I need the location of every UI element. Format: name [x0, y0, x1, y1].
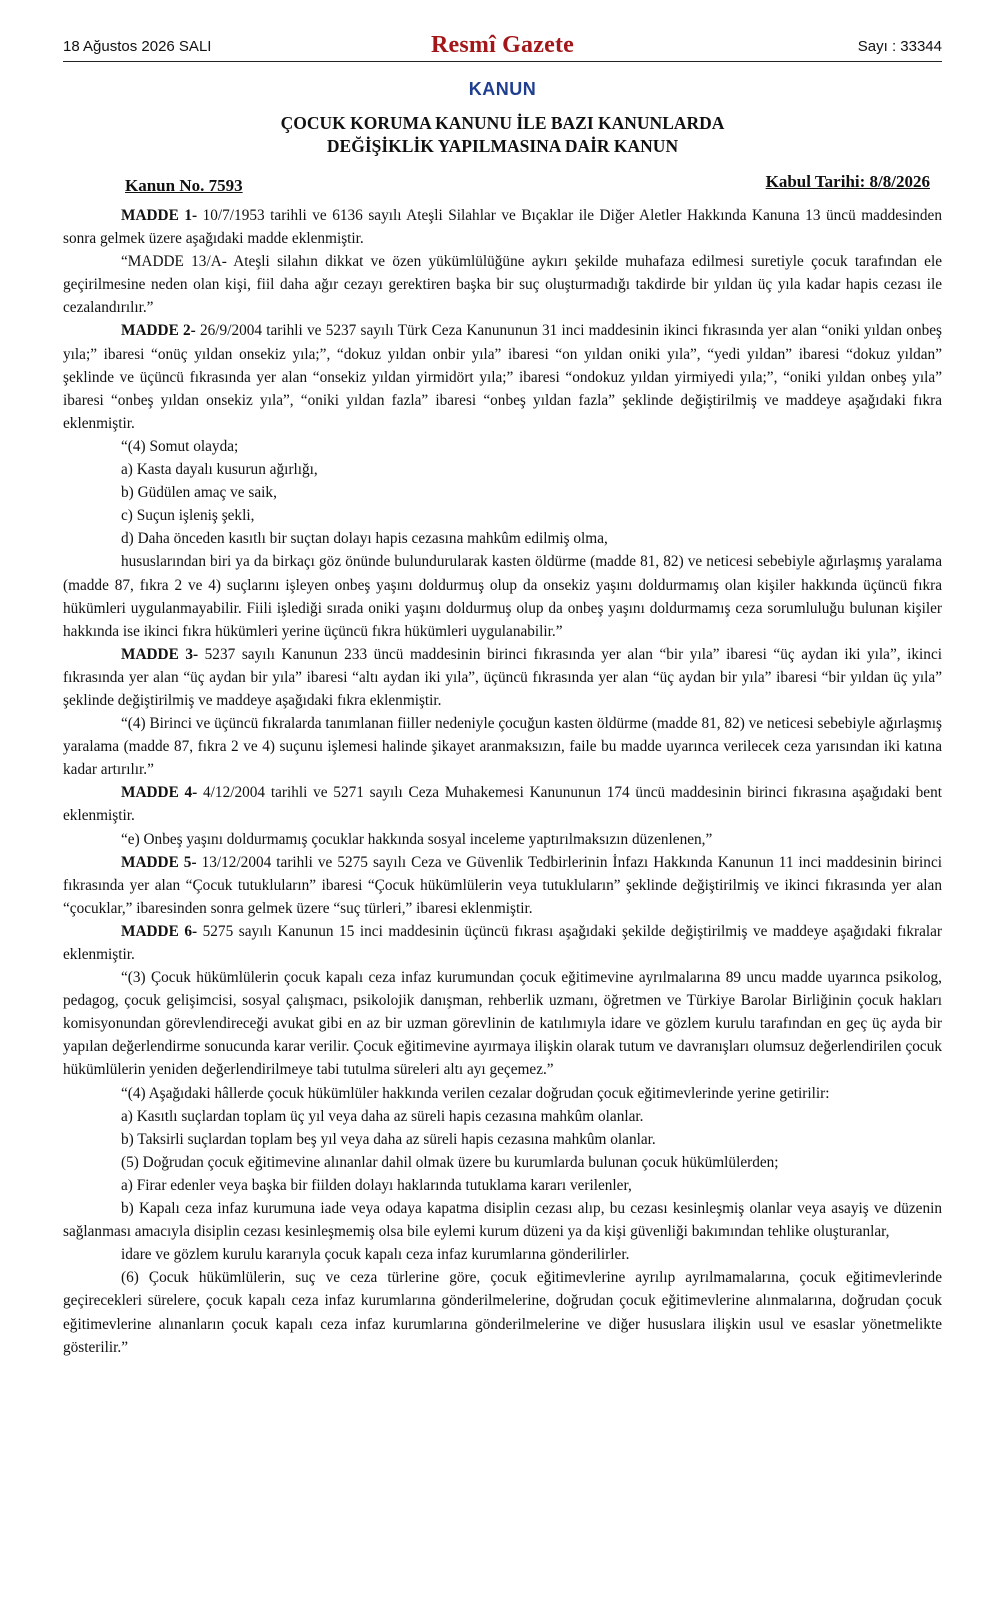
article-label: MADDE 4- [121, 784, 198, 802]
gazette-title: Resmî Gazete [430, 32, 574, 58]
article-text: 4/12/2004 tarihli ve 5271 sayılı Ceza Muhakemesi Kanununun 174 üncü maddesinin birinci fıkrasına aşağıdaki bent eklenmiştir. [63, 784, 942, 825]
article-6 [63, 920, 942, 966]
article-2-para-4-intro: “(4) Somut olayda; [121, 437, 239, 455]
list-item: b) Kapalı ceza infaz kurumuna iade veya odaya kapatma disiplin cezası alıp, bu cezası kesinleşmiş olanlar veya asayiş ve düzenin sağlanması amacıyla disiplin cezası kesinleşmemiş olsa bile eylemi kurum düzeni ya da kişi güvenliği bakımından tehlike oluşturanlar, [63, 1200, 942, 1241]
law-title [63, 112, 942, 158]
masthead [63, 0, 942, 62]
article-label: MADDE 1- [121, 207, 198, 224]
list-item: a) Kasıtlı suçlardan toplam üç yıl veya daha az süreli hapis cezasına mahkûm olanlar. [121, 1107, 644, 1125]
article-text: 10/7/1953 tarihli ve 6136 sayılı Ateşli Silahlar ve Bıçaklar ile Diğer Aletler Hakkında Kanuna 13 üncü maddesinden sonra gelmek üzere aşağıdaki madde eklenmiştir. [63, 207, 942, 248]
article-6-para-5-rest: idare ve gözlem kurulu kararıyla çocuk kapalı ceza infaz kurumlarına gönderilirler. [121, 1246, 630, 1264]
article-text: 5237 sayılı Kanunun 233 üncü maddesinin birinci fıkrasında yer alan “bir yıla” ibaresi “üç aydan iki yıla”, ikinci fıkrasında yer alan “üç aydan bir yıla” ibaresi “altı aydan iki yıla”, üçüncü fıkrasında yer alan “üç aydan bir yıla” ibaresi “bir yıldan üç yıla” şeklinde değiştirilmiş ve maddeye aşağıdaki fıkra eklenmiştir. [63, 645, 942, 709]
article-label: MADDE 3- [121, 645, 199, 663]
article-2-para-4-rest: hususlarından biri ya da birkaçı göz önünde bulundurularak kasten öldürme (madde 81, 82) ve neticesi sebebiyle ağırlaşmış yaralama (madde 87, fıkra 2 ve 4) suçlarını işleyen onbeş yaşını doldurmuş olup da onsekiz yaşını doldurmamış olan kişiler hakkında üçüncü fıkra hükümleri uygulanmayabilir. Fiili işlediği sırada oniki yaşını doldurmuş olup da onbeş yaşını doldurmamış ceza sorumluluğu bulunan kişiler hakkında ise ikinci fıkra hükümleri yerine üçüncü fıkra hükümleri uygulanabilir.” [63, 553, 942, 640]
article-text: 26/9/2004 tarihli ve 5237 sayılı Türk Ceza Kanununun 31 inci maddesinin ikinci fıkrasında yer alan “oniki yıldan onbeş yıla;” ibaresi “onüç yıldan onsekiz yıla;”, “dokuz yıldan onbir yıla” ibaresi “on yıldan oniki yıla”, “yedi yıldan” ibaresi “dokuz yıldan” şeklinde ve üçüncü fıkrasında yer alan “onsekiz yıldan yirmidört yıla;” ibaresi “ondokuz yıldan yirmiyedi yıla;”, “oniki yıldan onbeş yıla” ibaresi “onbeş yıldan onsekiz yıla”, “oniki yıldan fazla” ibaresi “onbeş yıldan fazla” şeklinde değiştirilmiş ve maddeye aşağıdaki fıkra eklenmiştir. [63, 322, 942, 432]
issue-number: Sayı : 33344 [857, 38, 942, 55]
article-text: 5275 sayılı Kanunun 15 inci maddesinin üçüncü fıkrası aşağıdaki şekilde değiştirilmiş ve maddeye aşağıdaki fıkralar eklenmiştir. [63, 922, 942, 963]
issue-date: 18 Ağustos 2026 SALI [63, 38, 212, 55]
law-title-line-1: ÇOCUK KORUMA KANUNU İLE BAZI KANUNLARDA [280, 113, 725, 133]
article-1-quote: “MADDE 13/A- Ateşli silahın dikkat ve özen yükümlülüğüne aykırı şekilde muhafaza edilmesi suretiyle çocuk tarafından ele geçirilmesine neden olan kişi, fiil daha ağır cezayı gerektiren başka bir suç oluşturmadığı takdirde bir yıldan üç yıla kadar hapis cezası ile cezalandırılır.” [63, 253, 942, 317]
article-4-quote: “e) Onbeş yaşını doldurmamış çocuklar hakkında sosyal inceleme yaptırılmaksızın düzenlenen,” [121, 830, 713, 848]
law-meta [63, 172, 942, 200]
acceptance-date: Kabul Tarihi: 8/8/2026 [765, 172, 930, 191]
section-heading: KANUN [468, 79, 537, 99]
article-5 [63, 851, 942, 920]
list-item: d) Daha önceden kasıtlı bir suçtan dolayı hapis cezasına mahkûm edilmiş olma, [121, 530, 608, 548]
law-title-line-2: DEĞİŞİKLİK YAPILMASINA DAİR KANUN [326, 136, 679, 156]
article-3-quote: “(4) Birinci ve üçüncü fıkralarda tanımlanan fiiller nedeniyle çocuğun kasten öldürme (madde 81, 82) ve neticesi sebebiyle ağırlaşmış yaralama (madde 87, fıkra 2 ve 4) suçunu işlemesi halinde şikayet aranmaksızın, faile bu madde uyarınca verilecek ceza yarısından iki katına kadar artırılır.” [63, 715, 942, 779]
list-item: a) Firar edenler veya başka bir fiilden dolayı haklarında tutuklama kararı verilenler, [121, 1176, 632, 1194]
article-2 [63, 319, 942, 434]
list-item: c) Suçun işleniş şekli, [121, 507, 255, 525]
article-6-para-3: “(3) Çocuk hükümlülerin çocuk kapalı ceza infaz kurumundan çocuk eğitimevine ayrılmalarına 89 uncu madde uyarınca psikolog, pedagog, çocuk gelişimcisi, sosyal çalışmacı, psikolojik danışman, rehberlik uzmanı, öğretmen ve Türkiye Barolar Birliğinin çocuk hakları komisyonundan görevlendireceği avukat gibi en az bir uzman görevlinin de katılımıyla idare ve gözlem kurulu tarafından en geç üç ayda bir yapılan değerlendirme sonucunda karar verilir. Çocuk eğitimevine ayırmaya ilişkin olarak tutum ve davranışları olumsuz değerlendirilen çocuk hükümlülerin yeniden değerlendirilmeye tabi tutulma süreleri altı ayı geçemez.” [63, 969, 942, 1079]
article-label: MADDE 6- [121, 922, 198, 940]
article-text: 13/12/2004 tarihli ve 5275 sayılı Ceza ve Güvenlik Tedbirlerinin İnfazı Hakkında Kanunun 11 inci maddesinin birinci fıkrasında yer alan “Çocuk tutukluların” ibaresi “Çocuk hükümlülerin veya tutukluların” şeklinde değiştirilmiş ve ikinci fıkrasında yer alan “çocuklar,” ibaresinden sonra gelmek üzere “suç türleri,” ibaresi eklenmiştir. [63, 853, 942, 917]
article-6-para-6: (6) Çocuk hükümlülerin, suç ve ceza türlerine göre, çocuk eğitimevlerine ayrılıp ayrılmamalarına, çocuk eğitimevlerinde geçirecekleri sürelere, çocuk kapalı ceza infaz kurumlarına gönderilmelerine, doğrudan çocuk eğitimevlerine alınmalarına, doğrudan çocuk eğitimevlerine alınanların çocuk kapalı ceza infaz kurumlarına gönderilmelerine ve diğer hususlara ilişkin usul ve esaslar yönetmelikte gösterilir.” [63, 1269, 942, 1356]
list-item: a) Kasta dayalı kusurun ağırlığı, [121, 461, 318, 479]
article-label: MADDE 5- [121, 853, 197, 871]
article-6-para-4-intro: “(4) Aşağıdaki hâllerde çocuk hükümlüler hakkında verilen cezalar doğrudan çocuk eğitimevlerinde yerine getirilir: [121, 1084, 830, 1102]
list-item: b) Güdülen amaç ve saik, [121, 484, 277, 502]
list-item: b) Taksirli suçlardan toplam beş yıl veya daha az süreli hapis cezasına mahkûm olanlar. [121, 1130, 656, 1148]
article-4 [63, 781, 942, 827]
law-body [63, 204, 942, 1359]
article-6-para-5-intro: (5) Doğrudan çocuk eğitimevine alınanlar dahil olmak üzere bu kurumlarda bulunan çocuk hükümlülerden; [121, 1153, 779, 1171]
article-label: MADDE 2- [121, 322, 196, 340]
article-3 [63, 643, 942, 712]
article-1 [63, 204, 942, 250]
header-divider [63, 61, 942, 62]
law-number: Kanun No. 7593 [125, 176, 243, 195]
